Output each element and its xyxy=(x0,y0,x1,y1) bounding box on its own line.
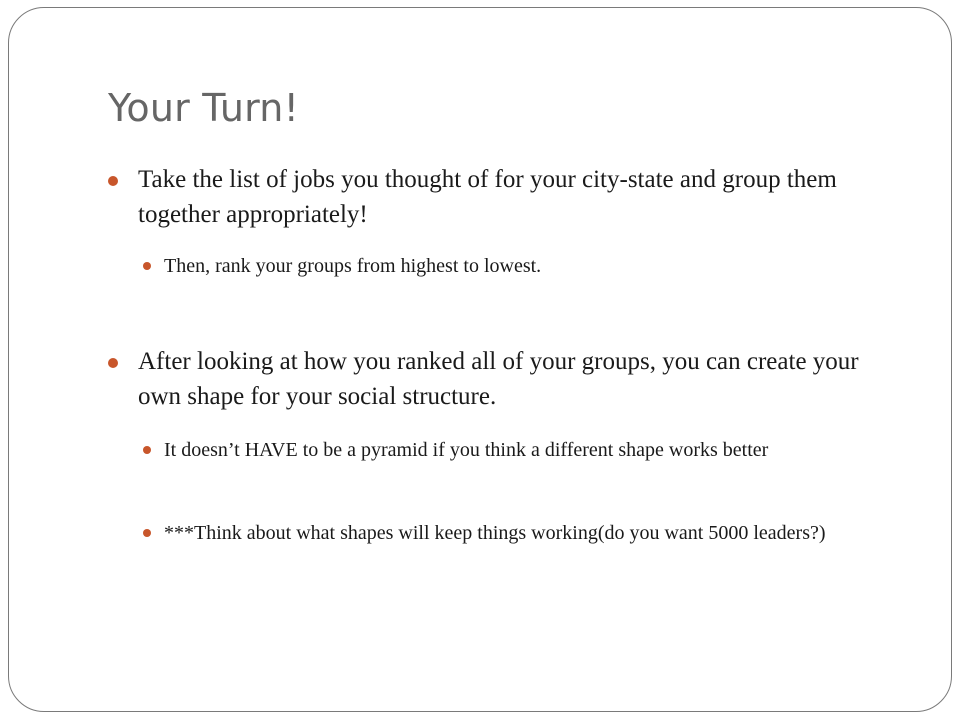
bullet-dot-icon xyxy=(108,176,118,186)
bullet-dot-icon xyxy=(143,529,151,537)
bullet-item xyxy=(138,344,868,414)
bullet-text: Take the list of jobs you thought of for your city-state and group them together appropriately! xyxy=(138,166,837,228)
slide-title: Your Turn! xyxy=(108,86,299,130)
sub-bullet-text: Then, rank your groups from highest to lowest. xyxy=(164,255,542,277)
sub-bullet-text: It doesn’t HAVE to be a pyramid if you think a different shape works better xyxy=(164,439,769,461)
sub-bullet-text: ***Think about what shapes will keep things working(do you want 5000 leaders?) xyxy=(164,522,826,544)
bullet-dot-icon xyxy=(108,358,118,368)
sub-bullet-item xyxy=(164,435,880,465)
bullet-item xyxy=(138,162,868,232)
bullet-text: After looking at how you ranked all of your groups, you can create your own shape for your social structure. xyxy=(138,348,859,410)
sub-bullet-item xyxy=(164,251,880,281)
sub-bullet-item xyxy=(164,518,880,548)
bullet-dot-icon xyxy=(143,446,151,454)
bullet-dot-icon xyxy=(143,262,151,270)
